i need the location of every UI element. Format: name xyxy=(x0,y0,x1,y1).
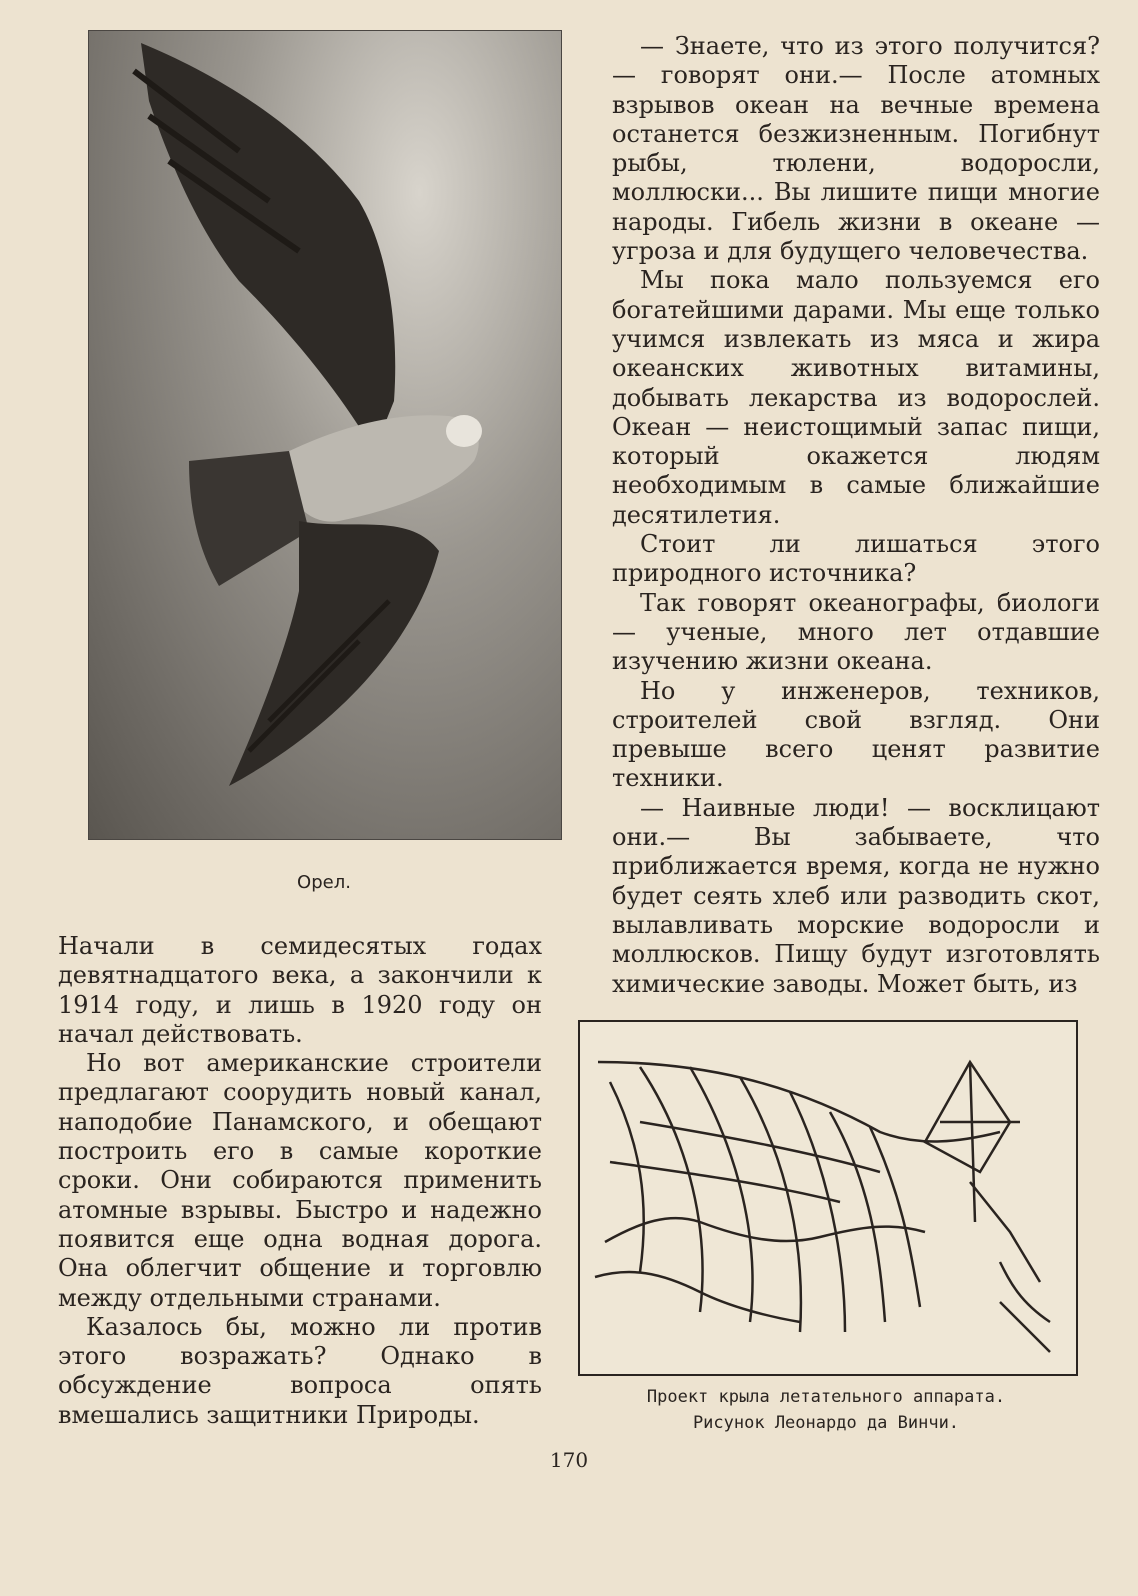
paragraph: — Наивные люди! — восклицают они.— Вы забываете, что приближается время, когда не нужно будет сеять хлеб или разводить скот, вылавливать морские водоросли и моллюсков. Пищу будут изготовлять химические заводы. Может быть, из xyxy=(612,793,1100,998)
paragraph: Казалось бы, можно ли против этого возражать? Однако в обсуждение вопроса опять вмешались защитники Природы. xyxy=(58,1312,542,1429)
paragraph: — Знаете, что из этого получится? — говорят они.— После атомных взрывов океан на вечные времена останется безжизненным. Погибнут рыбы, тюлени, водоросли, моллюски... Вы лишите пищи многие народы. Гибель жизни в океане — угроза и для будущего человечества. xyxy=(612,32,1100,266)
page-number: 170 xyxy=(549,1448,589,1472)
paragraph: Начали в семидесятых годах девятнадцатого века, а закончили к 1914 году, и лишь в 1920 году он начал действовать. xyxy=(58,932,542,1048)
eagle-photo xyxy=(88,30,562,840)
paragraph: Но вот американские строители предлагают соорудить новый канал, наподобие Панамского, и обещают построить его в самые короткие сроки. Они собираются применить атомные взрывы. Быстро и надежно появится еще одна водная дорога. Она облегчит общение и торговлю между отдельными странами. xyxy=(58,1049,542,1312)
eagle-illustration xyxy=(89,31,561,839)
paragraph: Мы пока мало пользуемся его богатейшими дарами. Мы еще только учимся извлекать из мяса и жира океанских животных витамины, добывать лекарства из водорослей. Океан — неистощимый запас пищи, который окажется людям необходимым в самые ближайшие десятилетия. xyxy=(612,266,1100,529)
wing-caption xyxy=(578,1384,1074,1436)
paragraph: Так говорят океанографы, биологи — ученые, много лет отдавшие изучению жизни океана. xyxy=(612,588,1100,676)
eagle-caption: Орел. xyxy=(297,872,351,893)
left-text-column xyxy=(58,932,542,1430)
paragraph: Стоит ли лишаться этого природного источника? xyxy=(612,530,1100,588)
wing-sketch xyxy=(580,1022,1076,1374)
wing-caption-line-1: Проект крыла летательного аппарата. xyxy=(646,1387,1006,1407)
paragraph: Но у инженеров, техников, строителей свой взгляд. Они превыше всего ценят развитие техники. xyxy=(612,676,1100,793)
leonardo-wing-drawing xyxy=(578,1020,1078,1376)
right-text-column xyxy=(612,32,1100,999)
wing-caption-line-2: Рисунок Леонардо да Винчи. xyxy=(692,1413,960,1433)
